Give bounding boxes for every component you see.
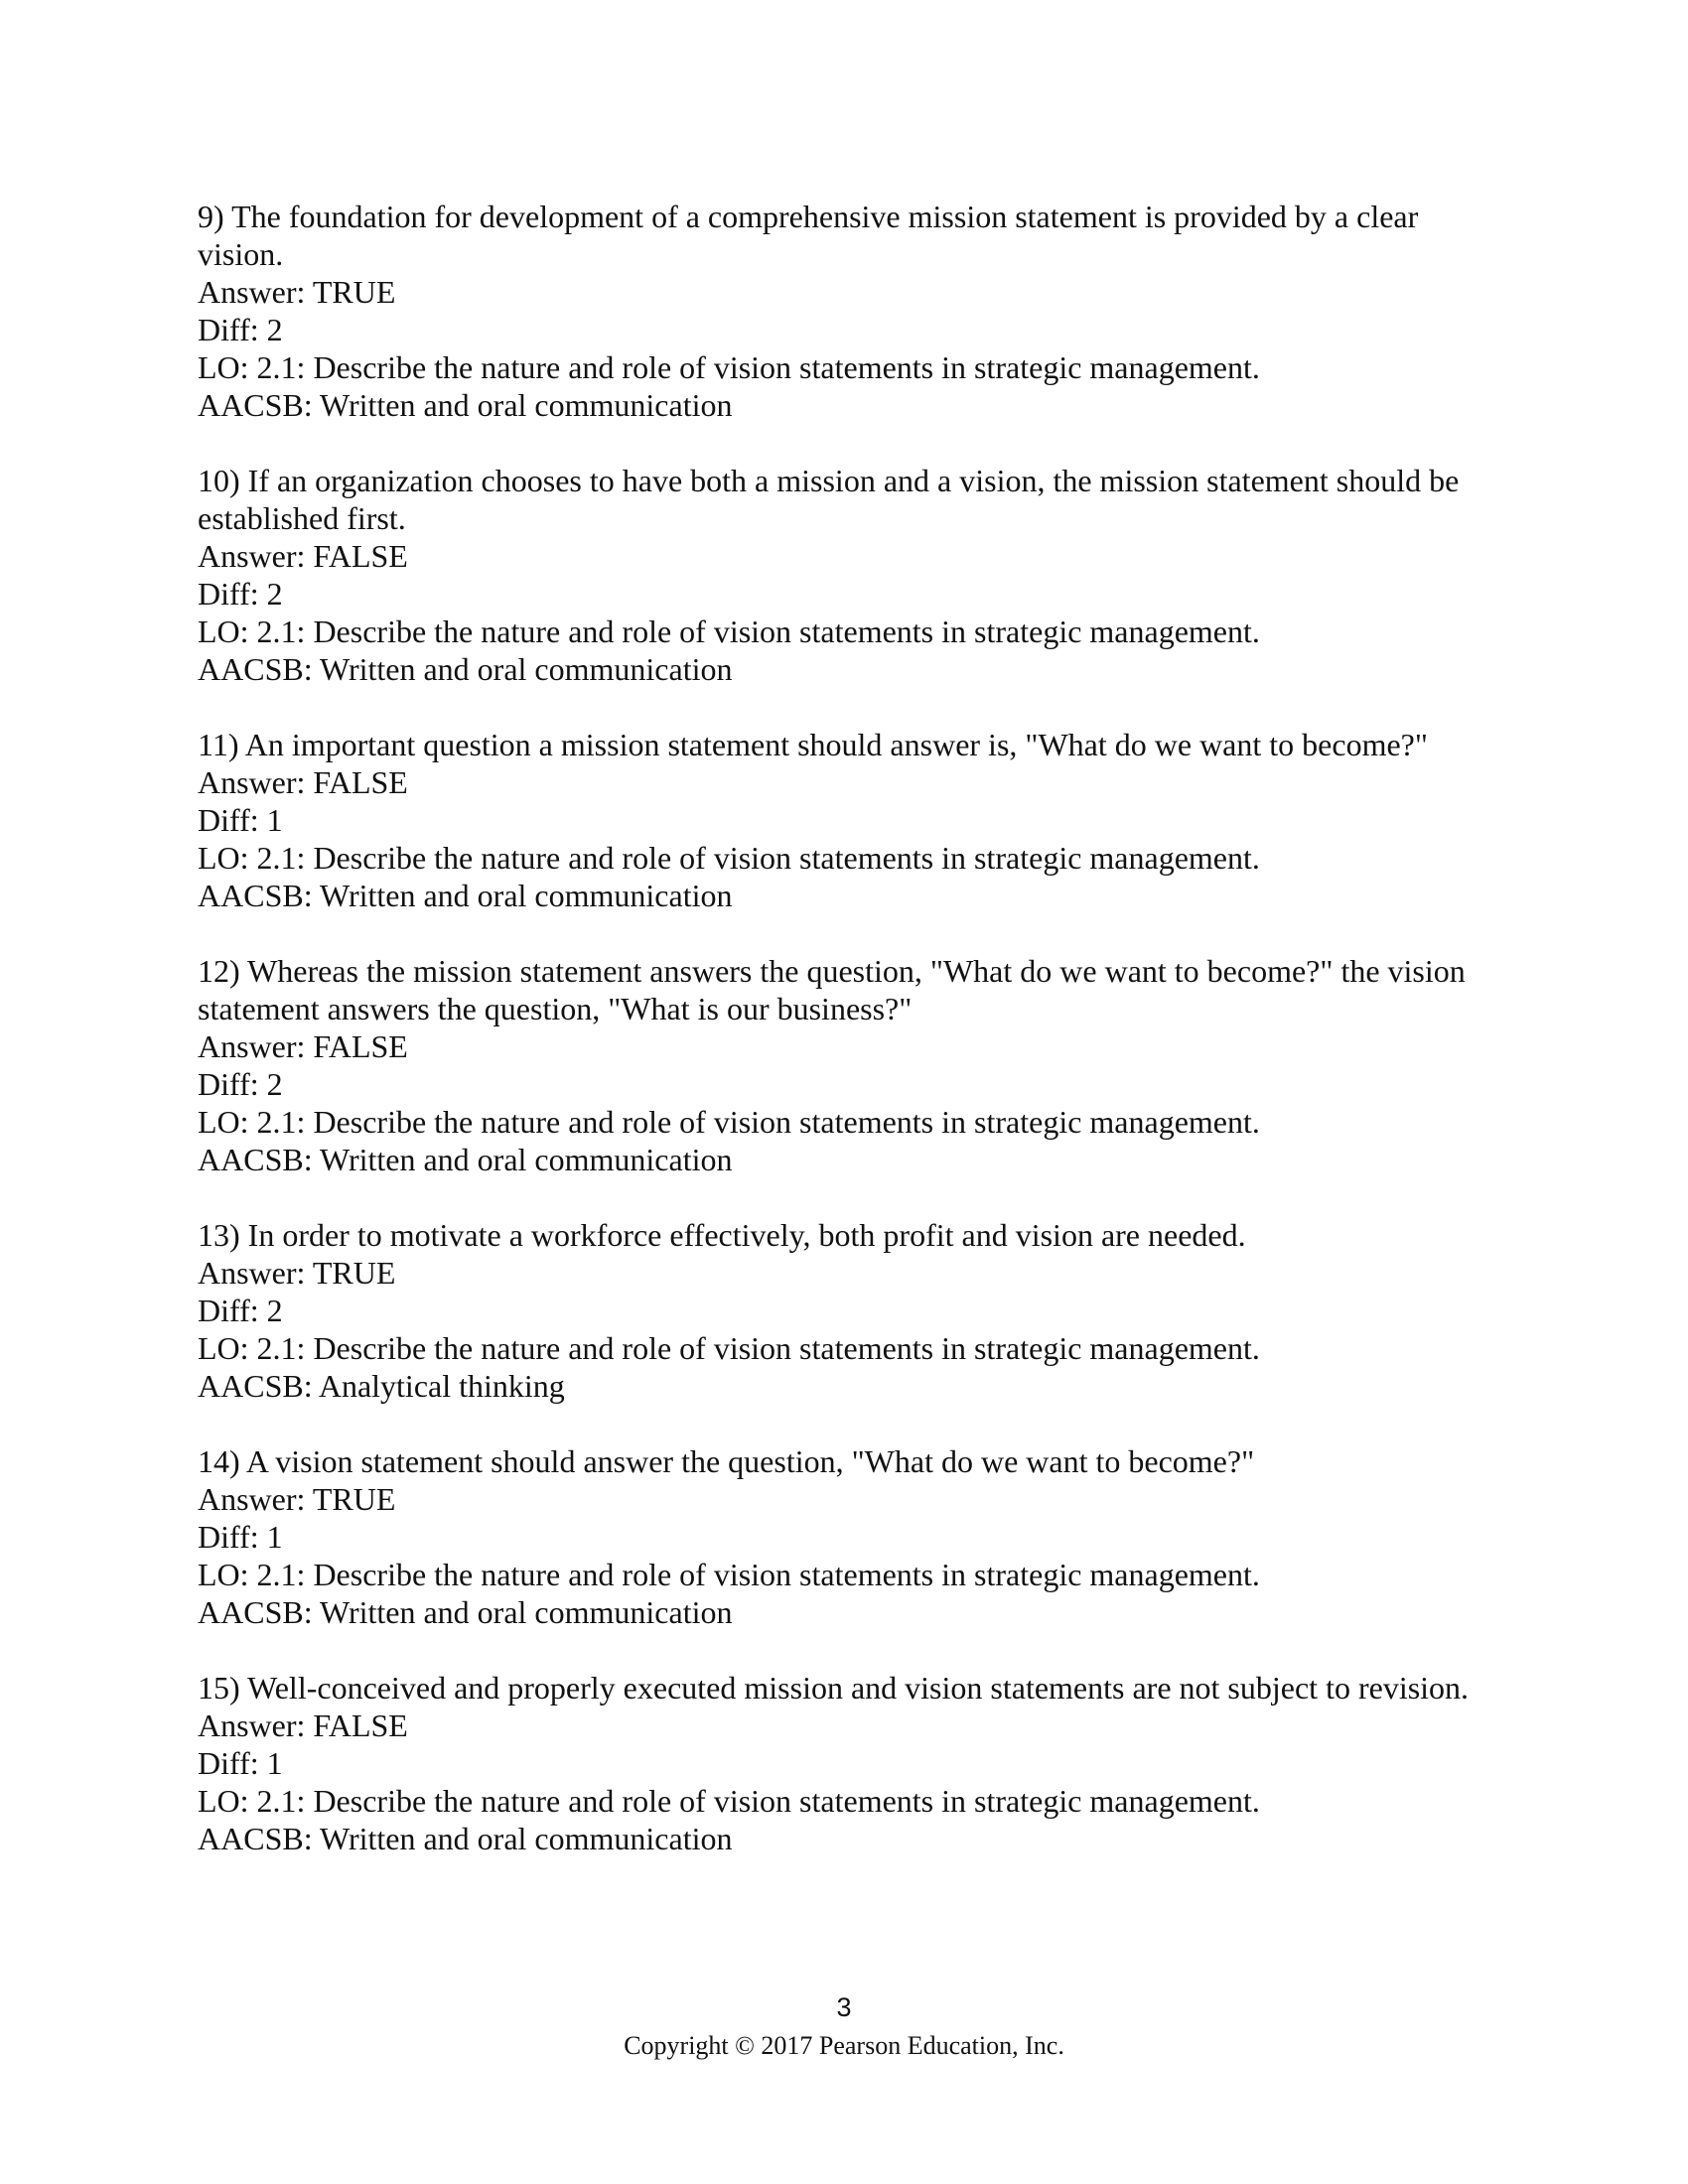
learning-objective-line: LO: 2.1: Describe the nature and role of vision statements in strategic management. (198, 349, 1260, 385)
learning-objective-line: LO: 2.1: Describe the nature and role of vision statements in strategic management. (198, 1557, 1260, 1592)
learning-objective-line: LO: 2.1: Describe the nature and role of vision statements in strategic management. (198, 1104, 1260, 1140)
answer-line: Answer: FALSE (198, 1707, 408, 1743)
question-text: 10) If an organization chooses to have both a mission and a vision, the mission statement should be established first. (198, 463, 1460, 536)
aacsb-line: AACSB: Written and oral communication (198, 878, 733, 913)
difficulty-line: Diff: 2 (198, 1293, 283, 1328)
learning-objective-line: LO: 2.1: Describe the nature and role of vision statements in strategic management. (198, 840, 1260, 876)
difficulty-line: Diff: 2 (198, 312, 283, 347)
aacsb-line: AACSB: Analytical thinking (198, 1368, 565, 1404)
question-list (198, 198, 1508, 1895)
aacsb-line: AACSB: Written and oral communication (198, 1142, 733, 1177)
question-text: 11) An important question a mission statement should answer is, "What do we want to become?" (198, 727, 1428, 762)
question-text: 13) In order to motivate a workforce effectively, both profit and vision are needed. (198, 1217, 1246, 1253)
difficulty-line: Diff: 1 (198, 802, 283, 838)
aacsb-line: AACSB: Written and oral communication (198, 651, 733, 687)
answer-line: Answer: TRUE (198, 1481, 396, 1517)
question-item (198, 726, 1508, 914)
aacsb-line: AACSB: Written and oral communication (198, 1594, 733, 1630)
copyright-notice: Copyright © 2017 Pearson Education, Inc. (624, 2031, 1064, 2060)
answer-line: Answer: TRUE (198, 1255, 396, 1291)
question-item (198, 1216, 1508, 1405)
page-number: 3 (836, 1992, 852, 2022)
aacsb-line: AACSB: Written and oral communication (198, 1821, 733, 1856)
aacsb-line: AACSB: Written and oral communication (198, 387, 733, 423)
question-item (198, 462, 1508, 688)
question-text: 9) The foundation for development of a comprehensive mission statement is provided by a clear vision. (198, 199, 1419, 272)
question-item (198, 1442, 1508, 1631)
learning-objective-line: LO: 2.1: Describe the nature and role of vision statements in strategic management. (198, 614, 1260, 649)
question-text: 12) Whereas the mission statement answers the question, "What do we want to become?" the vision statement answers the question, "What is our business?" (198, 953, 1466, 1026)
question-text: 14) A vision statement should answer the question, "What do we want to become?" (198, 1443, 1255, 1479)
question-item (198, 1669, 1508, 1857)
question-text: 15) Well-conceived and properly executed mission and vision statements are not subject to revision. (198, 1670, 1470, 1706)
answer-line: Answer: FALSE (198, 764, 408, 800)
question-item (198, 952, 1508, 1178)
difficulty-line: Diff: 2 (198, 1066, 283, 1102)
answer-line: Answer: FALSE (198, 1028, 408, 1064)
learning-objective-line: LO: 2.1: Describe the nature and role of vision statements in strategic management. (198, 1330, 1260, 1366)
difficulty-line: Diff: 1 (198, 1519, 283, 1555)
learning-objective-line: LO: 2.1: Describe the nature and role of vision statements in strategic management. (198, 1783, 1260, 1819)
question-item (198, 198, 1508, 424)
difficulty-line: Diff: 2 (198, 576, 283, 612)
difficulty-line: Diff: 1 (198, 1745, 283, 1781)
answer-line: Answer: TRUE (198, 274, 396, 310)
answer-line: Answer: FALSE (198, 538, 408, 574)
